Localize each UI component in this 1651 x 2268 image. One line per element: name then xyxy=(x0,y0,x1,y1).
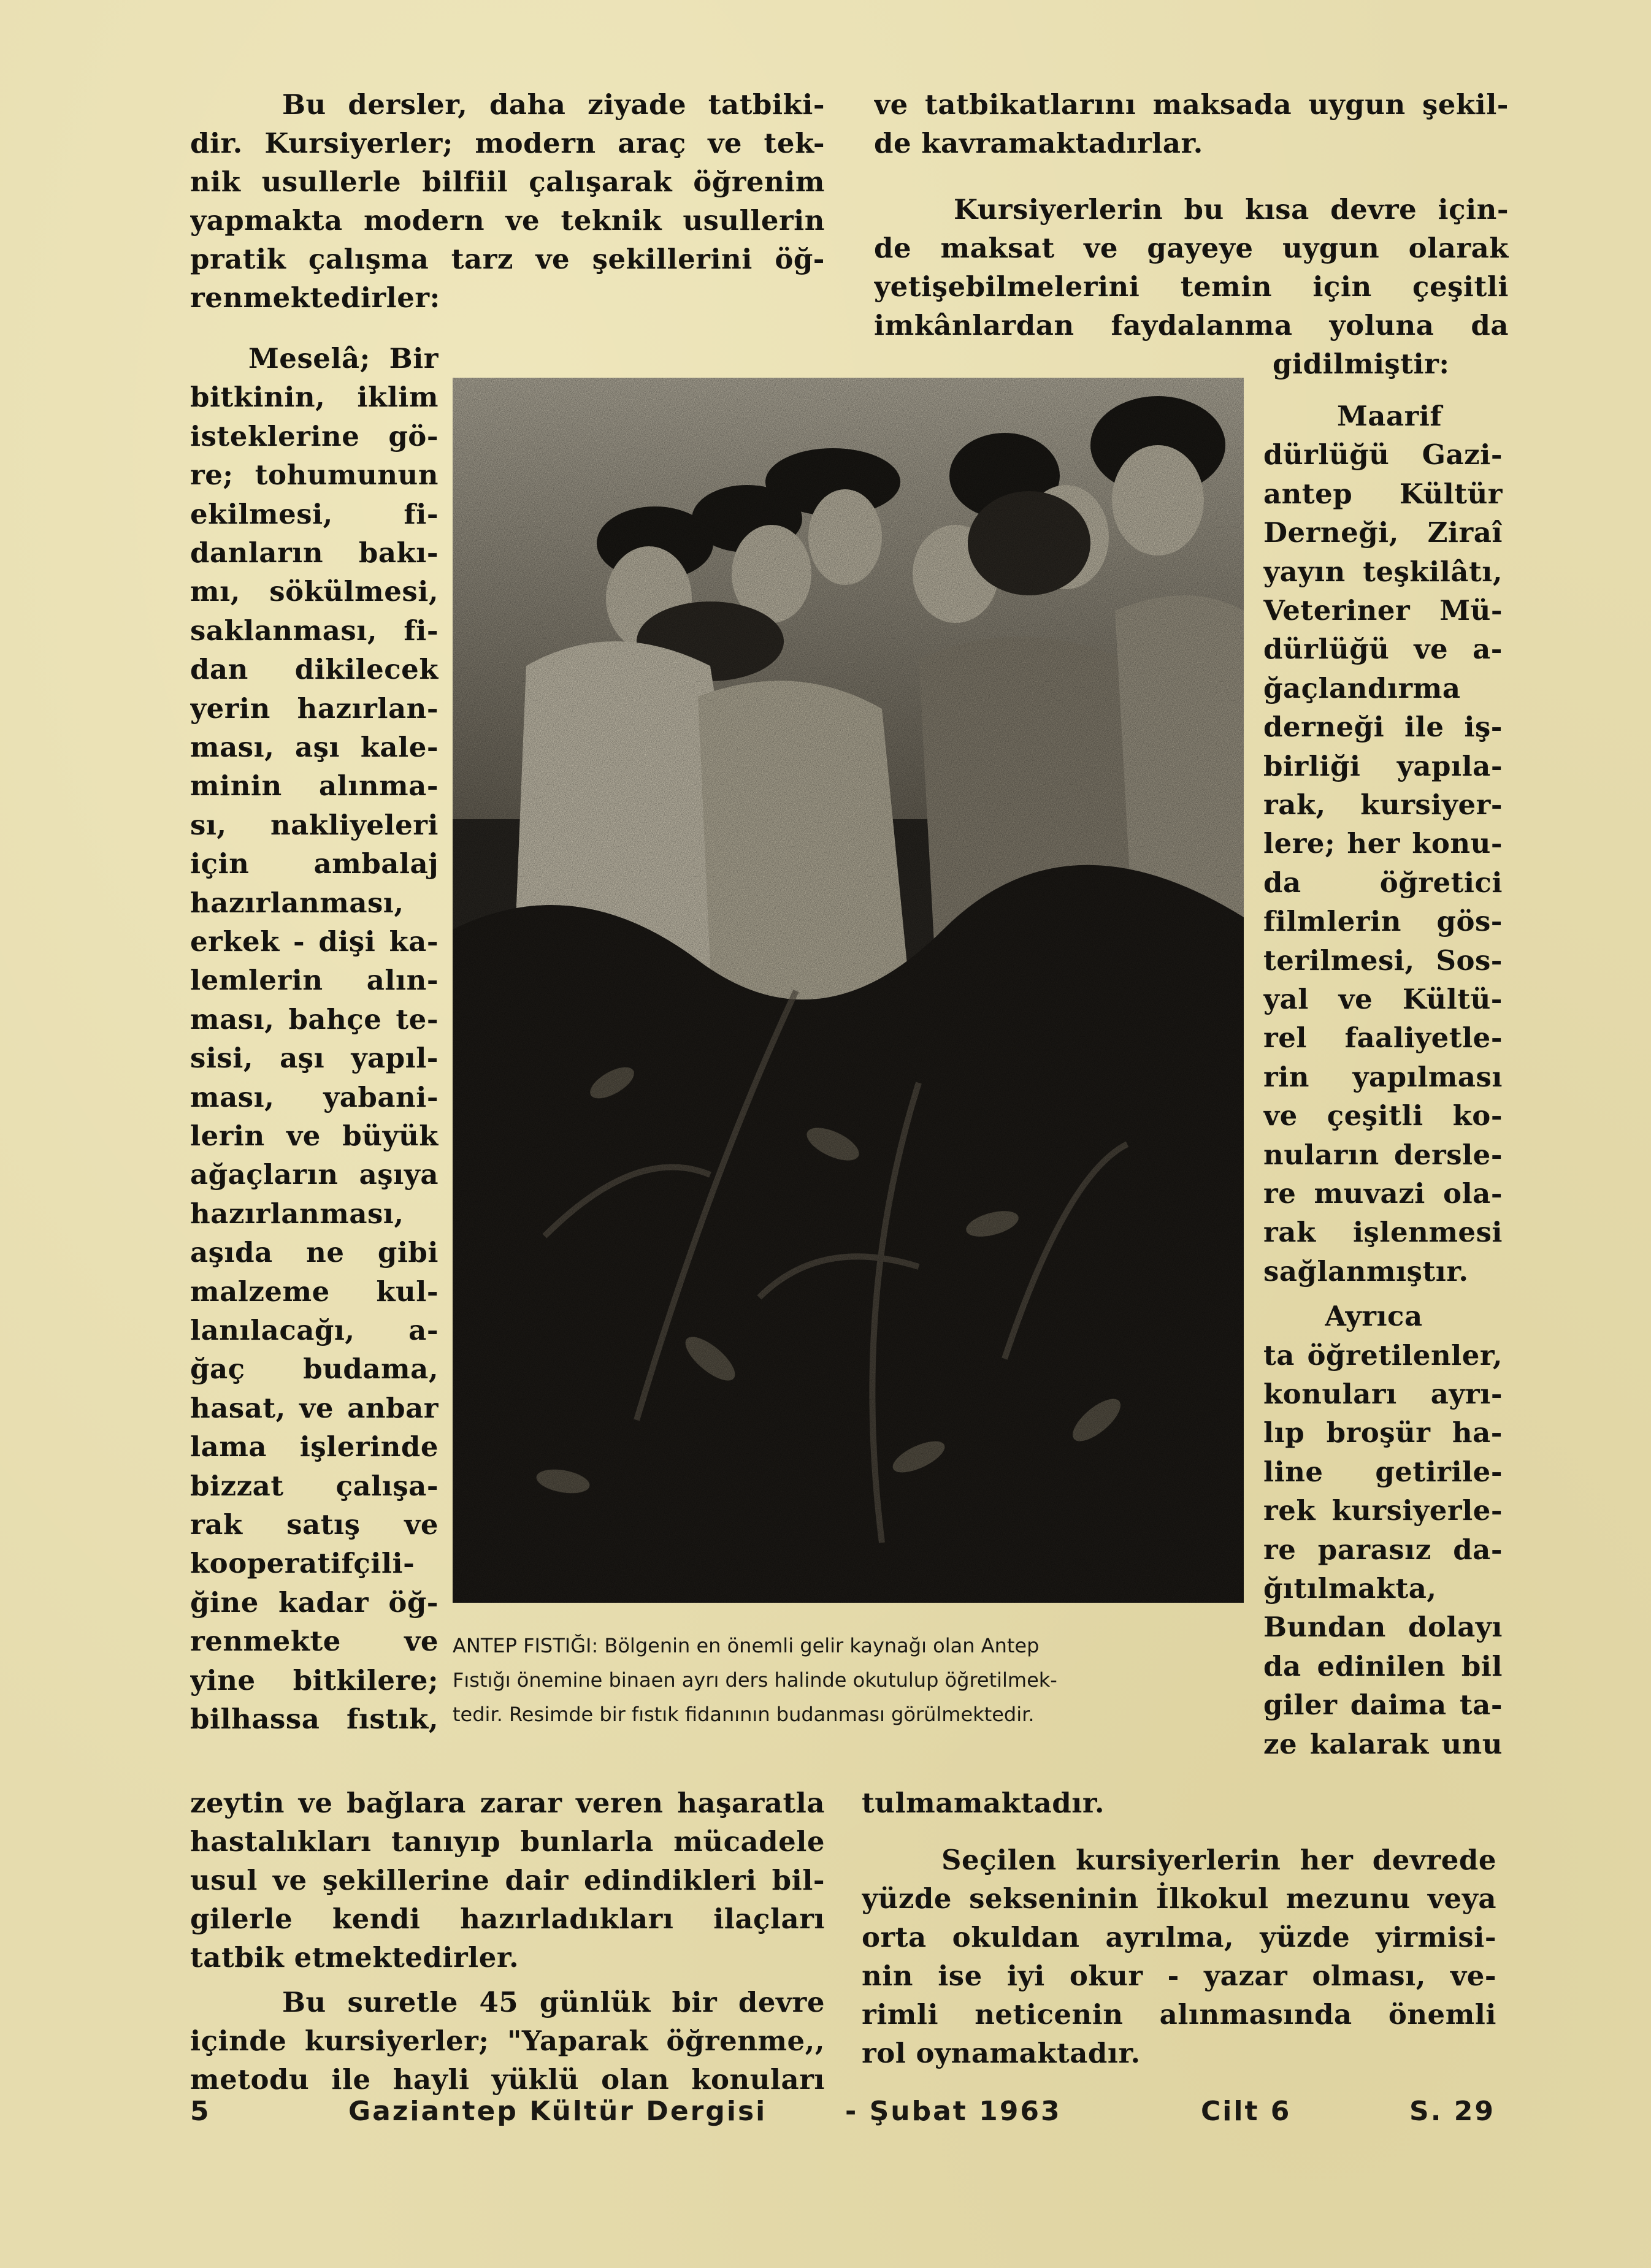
text-line: minin alınma- xyxy=(190,769,439,803)
text-line: ğine kadar öğ- xyxy=(190,1586,439,1619)
text-line: yapmakta modern ve teknik usullerin xyxy=(190,204,825,237)
text-line: rak işlenmesi xyxy=(1263,1216,1503,1249)
text-line: ması, bahçe te- xyxy=(190,1002,439,1036)
text-line: dürlüğü Gazi- xyxy=(1263,438,1503,472)
text-line: ğaçlandırma xyxy=(1263,671,1461,704)
text-line: isteklerine gö- xyxy=(190,419,439,452)
text-line: hastalıkları tanıyıp bunlarla mücadele xyxy=(190,1825,825,1858)
text-line: malzeme kul- xyxy=(190,1275,439,1308)
text-line: ta öğretilenler, xyxy=(1263,1338,1503,1372)
text-line: zeytin ve bağlara zarar veren haşaratla xyxy=(190,1787,825,1819)
text-line: erkek - dişi ka- xyxy=(190,925,439,958)
text-line: de kavramaktadırlar. xyxy=(874,127,1203,159)
text-line: Seçilen kursiyerlerin her devrede xyxy=(941,1844,1496,1876)
text-line: ve tatbikatlarını maksada uygun şekil- xyxy=(874,88,1509,121)
text-line: ması, yabani- xyxy=(190,1080,439,1113)
text-line: sağlanmıştır. xyxy=(1263,1254,1469,1288)
text-line: için ambalaj xyxy=(190,847,439,880)
text-line: ekilmesi, fi- xyxy=(190,497,439,530)
text-line: rin yapılması xyxy=(1263,1060,1503,1093)
text-line: pratik çalışma tarz ve şekillerini öğ- xyxy=(190,243,825,275)
text-line: re parasız da- xyxy=(1263,1533,1503,1566)
text-line: ğaç budama, xyxy=(190,1353,439,1386)
text-line: antep Kültür xyxy=(1263,477,1503,510)
text-line: konuları ayrı- xyxy=(1263,1378,1503,1410)
text-line: içinde kursiyerler; "Yaparak öğrenme,, xyxy=(190,2025,825,2057)
text-line: gidilmiştir: xyxy=(1273,348,1450,380)
text-line: usul ve şekillerine dair edindikleri bil- xyxy=(190,1864,825,1896)
text-line: yal ve Kültü- xyxy=(1263,983,1503,1015)
text-line: Derneği, Ziraî xyxy=(1263,516,1503,549)
text-line: yetişebilmelerini temin için çeşitli xyxy=(874,270,1509,303)
text-line: yayın teşkilâtı, xyxy=(1263,555,1503,588)
text-line: renmekte ve xyxy=(190,1625,439,1658)
text-line: sı, nakliyeleri xyxy=(190,808,439,841)
caption-line: Fıstığı önemine binaen ayrı ders halinde okutulup öğretilmek- xyxy=(453,1668,1057,1692)
text-line: re; tohumunun xyxy=(190,459,439,492)
text-line: yerin hazırlan- xyxy=(190,692,439,725)
text-line: lanılacağı, a- xyxy=(190,1314,439,1346)
text-line: Ayrıca xyxy=(1325,1300,1423,1333)
text-line: sisi, aşı yapıl- xyxy=(190,1042,439,1075)
text-line: terilmesi, Sos- xyxy=(1263,944,1503,977)
footer-journal-name: Gaziantep Kültür Dergisi xyxy=(348,2096,767,2127)
pistachio-pruning-photo xyxy=(453,378,1244,1603)
text-line: rimli neticenin alınmasında önemli xyxy=(862,1998,1496,2031)
text-line: da öğretici xyxy=(1263,866,1503,899)
text-line: Bu dersler, daha ziyade tatbiki- xyxy=(282,88,825,121)
text-line: aşıda ne gibi xyxy=(190,1236,439,1269)
text-line: nuların dersle- xyxy=(1263,1138,1503,1171)
text-line: dan dikilecek xyxy=(190,653,439,686)
text-line: Bundan dolayı xyxy=(1263,1611,1503,1644)
text-line: Bu suretle 45 günlük bir devre xyxy=(282,1986,825,2018)
text-line: hazırlanması, xyxy=(190,1197,404,1230)
text-line: saklanması, fi- xyxy=(190,614,439,647)
text-line: kooperatifçili- xyxy=(190,1547,415,1580)
text-line: lıp broşür ha- xyxy=(1263,1416,1503,1449)
text-line: yine bitkilere; xyxy=(190,1663,439,1697)
text-line: nik usullerle bilfiil çalışarak öğrenim xyxy=(190,166,825,198)
text-line: lama işlerinde xyxy=(190,1430,439,1464)
text-line: re muvazi ola- xyxy=(1263,1177,1503,1210)
text-line: hasat, ve anbar xyxy=(190,1391,439,1424)
text-line: ve çeşitli ko- xyxy=(1263,1099,1503,1132)
footer-page-number: 5 xyxy=(190,2096,211,2127)
text-line: tatbik etmektedirler. xyxy=(190,1941,519,1974)
text-line: bitkinin, iklim xyxy=(190,381,439,414)
text-line: rak satış ve xyxy=(190,1508,439,1541)
text-line: lemlerin alın- xyxy=(190,964,439,997)
text-line: da edinilen bil xyxy=(1263,1649,1503,1682)
text-line: filmlerin gös- xyxy=(1263,905,1503,938)
text-line: Kursiyerlerin bu kısa devre için- xyxy=(954,193,1509,226)
text-line: gilerle kendi hazırladıkları ilaçları xyxy=(190,1903,825,1935)
text-line: bizzat çalışa- xyxy=(190,1469,439,1502)
text-line: line getirile- xyxy=(1263,1455,1503,1488)
text-line: giler daima ta- xyxy=(1263,1689,1503,1722)
text-line: yüzde sekseninin İlkokul mezunu veya xyxy=(862,1882,1496,1915)
text-line: imkânlardan faydalanma yoluna da xyxy=(874,309,1509,342)
text-line: nin ise iyi okur - yazar olması, ve- xyxy=(862,1960,1496,1992)
text-line: danların bakı- xyxy=(190,536,439,569)
text-line: ağaçların aşıya xyxy=(190,1158,439,1191)
text-line: rel faaliyetle- xyxy=(1263,1021,1503,1055)
text-line: Maarif xyxy=(1337,400,1442,432)
footer-issue: S. 29 xyxy=(1409,2096,1495,2127)
text-line: ze kalarak unu xyxy=(1263,1727,1503,1760)
text-line: de maksat ve gayeye uygun olarak xyxy=(874,232,1509,264)
text-line: dir. Kursiyerler; modern araç ve tek- xyxy=(190,127,825,159)
text-line: renmektedirler: xyxy=(190,281,440,314)
text-line: metodu ile hayli yüklü olan konuları xyxy=(190,2063,825,2096)
text-line: derneği ile iş- xyxy=(1263,711,1503,744)
text-line: bilhassa fıstık, xyxy=(190,1703,439,1735)
text-line: rek kursiyerle- xyxy=(1263,1494,1503,1527)
footer-volume: Cilt 6 xyxy=(1201,2096,1292,2127)
text-line: ğıtılmakta, xyxy=(1263,1572,1437,1605)
text-line: hazırlanması, xyxy=(190,886,404,919)
text-line: dürlüğü ve a- xyxy=(1263,633,1503,666)
text-line: ması, aşı kale- xyxy=(190,731,439,763)
text-line: tulmamaktadır. xyxy=(862,1787,1105,1819)
text-line: lere; her konu- xyxy=(1263,827,1503,860)
text-line: birliği yapıla- xyxy=(1263,749,1503,782)
text-line: rak, kursiyer- xyxy=(1263,788,1503,821)
caption-line: tedir. Resimde bir fıstık fidanının budanması görülmektedir. xyxy=(453,1703,1035,1726)
caption-line: ANTEP FISTIĞI: Bölgenin en önemli gelir kaynağı olan Antep xyxy=(453,1634,1040,1657)
text-line: Veteriner Mü- xyxy=(1263,594,1503,627)
text-line: rol oynamaktadır. xyxy=(862,2037,1141,2069)
text-line: orta okuldan ayrılma, yüzde yirmisi- xyxy=(862,1921,1496,1953)
text-line: lerin ve büyük xyxy=(190,1120,439,1152)
text-line: Meselâ; Bir xyxy=(248,342,439,375)
footer-date: - Şubat 1963 xyxy=(845,2096,1062,2127)
text-line: mı, sökülmesi, xyxy=(190,575,439,608)
